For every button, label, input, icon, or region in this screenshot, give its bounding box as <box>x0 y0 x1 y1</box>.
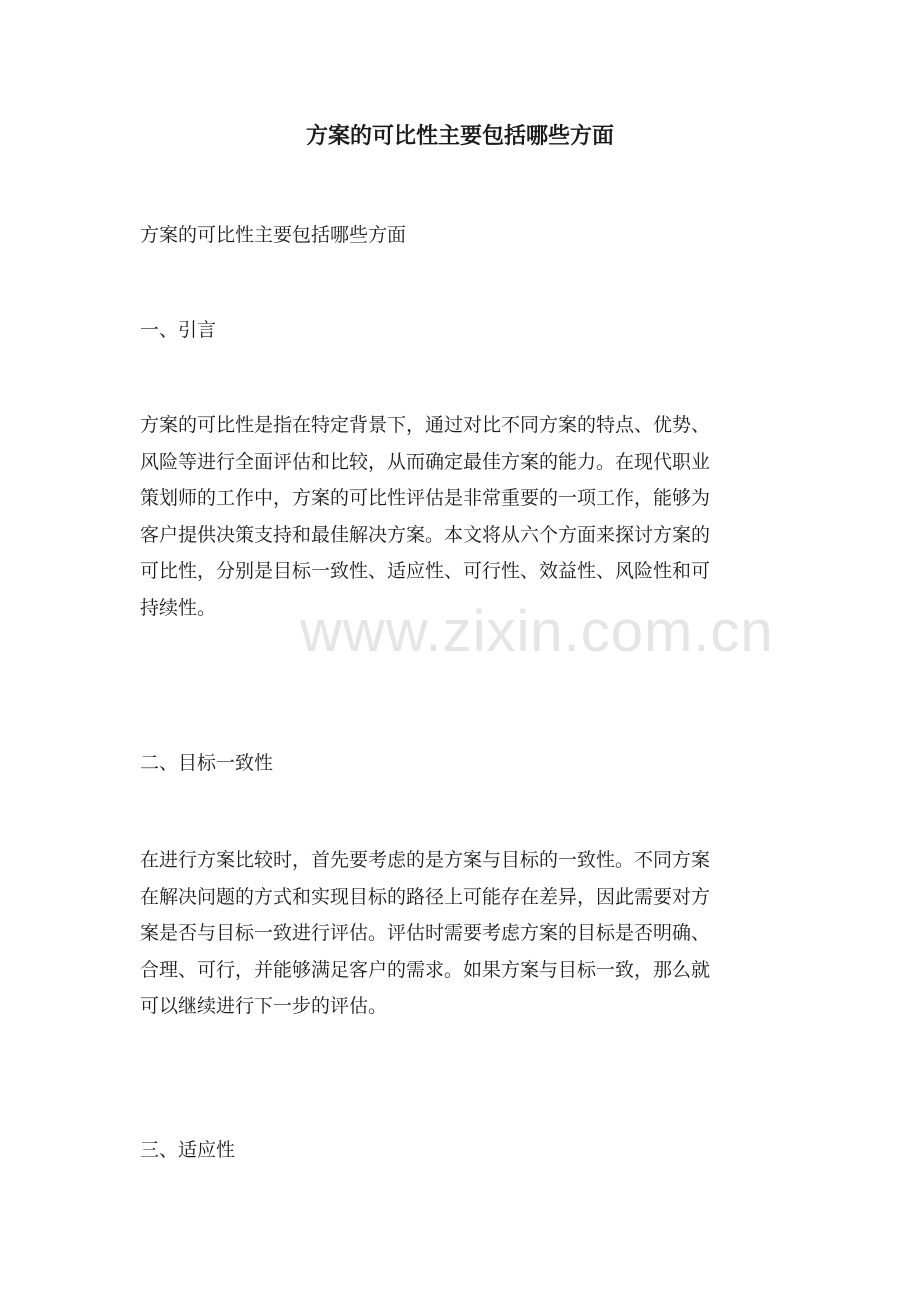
text-line: 可比性，分别是目标一致性、适应性、可行性、效益性、风险性和可 <box>140 560 711 583</box>
section-body-goal-consistency <box>140 842 800 1025</box>
section-heading-adaptability: 三、适应性 <box>140 1139 236 1161</box>
watermark: www.zixin.com.cn <box>300 599 774 664</box>
text-line: 可以继续进行下一步的评估。 <box>140 995 388 1018</box>
section-heading-goal-consistency: 二、目标一致性 <box>140 752 274 774</box>
text-line: 在进行方案比较时，首先要考虑的是方案与目标的一致性。不同方案 <box>140 849 711 871</box>
section-body-intro <box>140 407 800 627</box>
section-heading-intro: 一、引言 <box>140 319 217 341</box>
text-line: 风险等进行全面评估和比较，从而确定最佳方案的能力。在现代职业 <box>140 450 711 473</box>
text-line: 策划师的工作中，方案的可比性评估是非常重要的一项工作，能够为 <box>140 487 711 510</box>
document-subtitle: 方案的可比性主要包括哪些方面 <box>140 224 407 246</box>
text-line: 持续性。 <box>140 596 217 619</box>
text-line: 方案的可比性是指在特定背景下，通过对比不同方案的特点、优势、 <box>140 414 711 436</box>
text-line: 合理、可行，并能够满足客户的需求。如果方案与目标一致，那么就 <box>140 958 711 981</box>
text-line: 案是否与目标一致进行评估。评估时需要考虑方案的目标是否明确、 <box>140 922 711 945</box>
text-line: 在解决问题的方式和实现目标的路径上可能存在差异，因此需要对方 <box>140 885 711 908</box>
text-line: 客户提供决策支持和最佳解决方案。本文将从六个方面来探讨方案的 <box>140 523 711 546</box>
document-title: 方案的可比性主要包括哪些方面 <box>305 123 614 149</box>
